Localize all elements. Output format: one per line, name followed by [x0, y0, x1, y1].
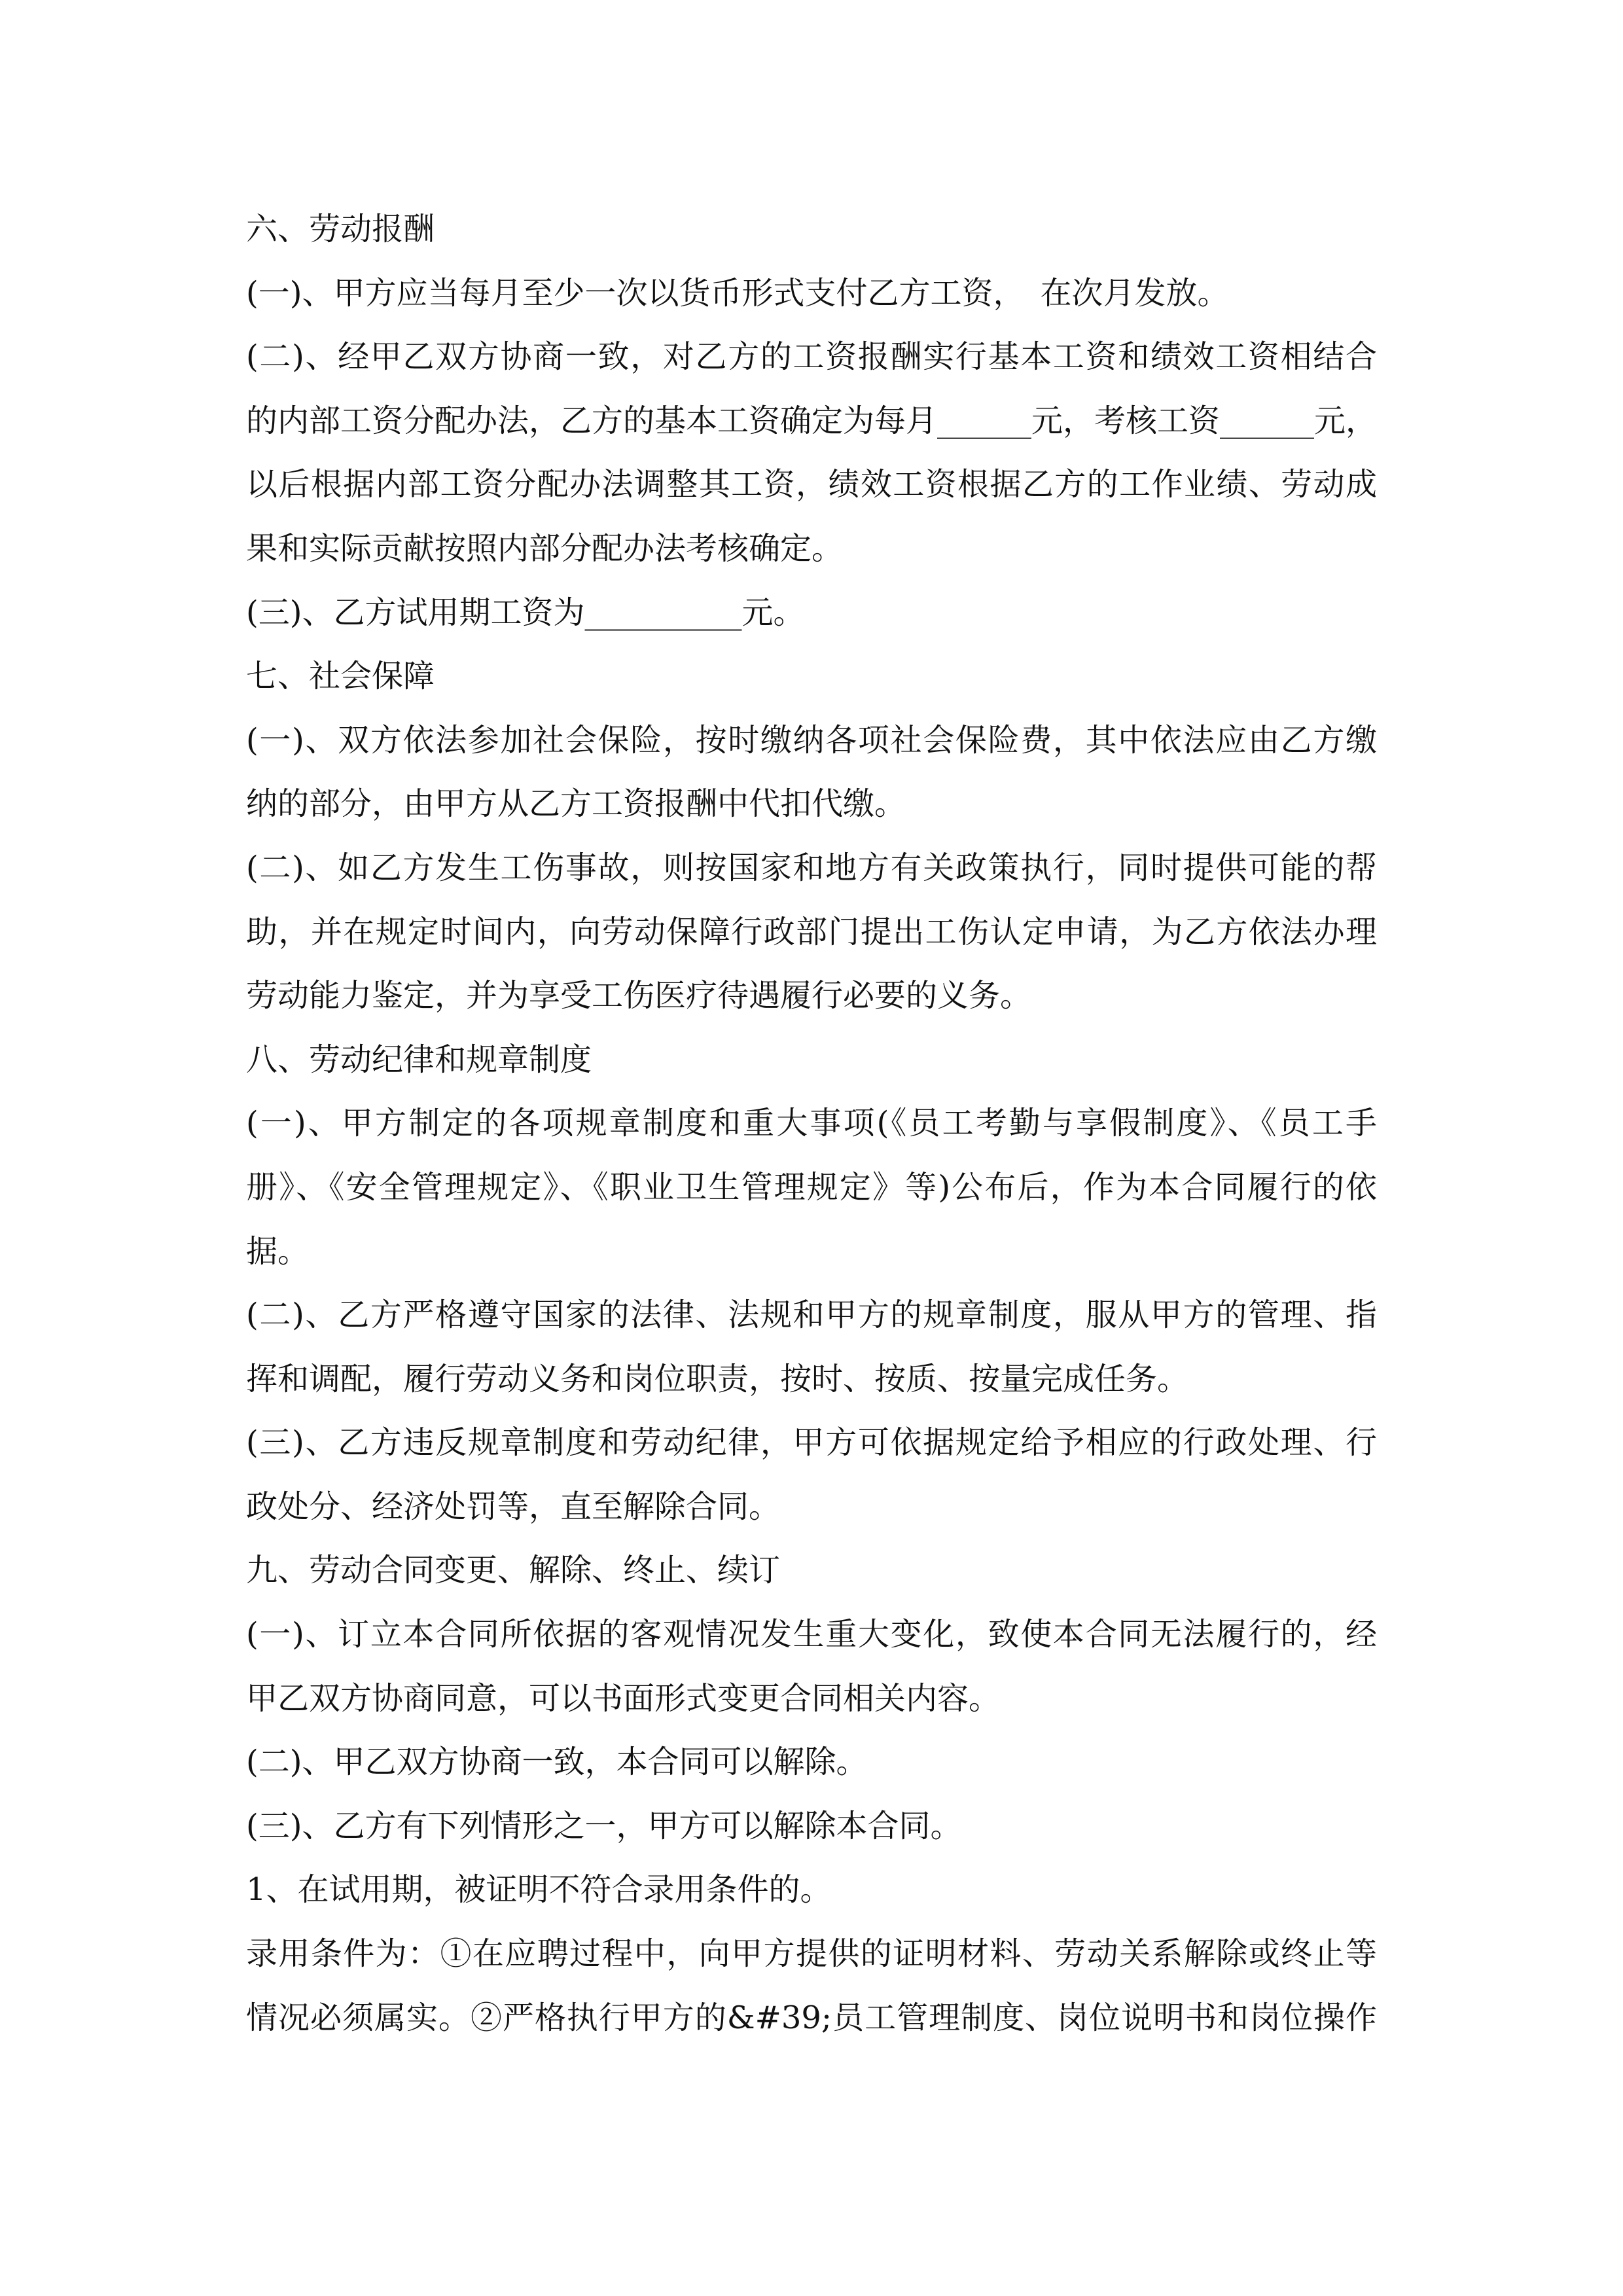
paragraph-line: 助，并在规定时间内，向劳动保障行政部门提出工伤认定申请，为乙方依法办理	[246, 913, 1377, 950]
section-heading: 九、劳动合同变更、解除、终止、续订	[246, 1552, 781, 1589]
paragraph-line: 册》、《安全管理规定》、《职业卫生管理规定》等)公布后，作为本合同履行的依	[246, 1168, 1377, 1206]
paragraph-line: 的内部工资分配办法，乙方的基本工资确定为每月______元，考核工资______元，	[246, 402, 1378, 439]
paragraph-line: 据。	[246, 1232, 310, 1270]
paragraph-line: 劳动能力鉴定，并为享受工伤医疗待遇履行必要的义务。	[246, 977, 1032, 1014]
section-heading: 七、社会保障	[246, 658, 435, 695]
document-body	[246, 198, 1377, 2050]
section-heading: 六、劳动报酬	[246, 211, 435, 247]
paragraph-line: 果和实际贡献按照内部分配办法考核确定。	[246, 529, 844, 567]
paragraph-line: 纳的部分，由甲方从乙方工资报酬中代扣代缴。	[246, 785, 906, 823]
paragraph-line: (一)、双方依法参加社会保险，按时缴纳各项社会保险费，其中依法应由乙方缴	[246, 721, 1377, 759]
paragraph-line: 政处分、经济处罚等，直至解除合同。	[246, 1488, 781, 1525]
section-heading: 八、劳动纪律和规章制度	[246, 1041, 592, 1078]
paragraph-line: 挥和调配，履行劳动义务和岗位职责，按时、按质、按量完成任务。	[246, 1360, 1189, 1397]
paragraph-line: (一)、甲方应当每月至少一次以货币形式支付乙方工资， 在次月发放。	[246, 274, 1229, 312]
paragraph-line: (一)、甲方制定的各项规章制度和重大事项(《员工考勤与享假制度》、《员工手	[246, 1105, 1377, 1142]
paragraph-line: (三)、乙方违反规章制度和劳动纪律，甲方可依据规定给予相应的行政处理、行	[246, 1424, 1377, 1462]
paragraph-line: (二)、经甲乙双方协商一致，对乙方的工资报酬实行基本工资和绩效工资相结合	[246, 338, 1377, 376]
paragraph-line: (三)、乙方有下列情形之一，甲方可以解除本合同。	[246, 1807, 962, 1844]
paragraph-line: (二)、甲乙双方协商一致，本合同可以解除。	[246, 1744, 868, 1781]
paragraph-line: (三)、乙方试用期工资为__________元。	[246, 594, 805, 631]
paragraph-line: 以后根据内部工资分配办法调整其工资，绩效工资根据乙方的工作业绩、劳动成	[246, 466, 1377, 503]
paragraph-line: 情况必须属实。②严格执行甲方的&#39;员工管理制度、岗位说明书和岗位操作	[246, 1999, 1377, 2036]
paragraph-line: 1、在试用期，被证明不符合录用条件的。	[246, 1871, 832, 1909]
paragraph-line: (二)、乙方严格遵守国家的法律、法规和甲方的规章制度，服从甲方的管理、指	[246, 1297, 1377, 1334]
paragraph-line: 录用条件为：①在应聘过程中，向甲方提供的证明材料、劳动关系解除或终止等	[246, 1935, 1377, 1973]
paragraph-line: 甲乙双方协商同意，可以书面形式变更合同相关内容。	[246, 1679, 1001, 1717]
paragraph-line: (二)、如乙方发生工伤事故，则按国家和地方有关政策执行，同时提供可能的帮	[246, 849, 1377, 886]
paragraph-line: (一)、订立本合同所依据的客观情况发生重大变化，致使本合同无法履行的，经	[246, 1616, 1377, 1653]
